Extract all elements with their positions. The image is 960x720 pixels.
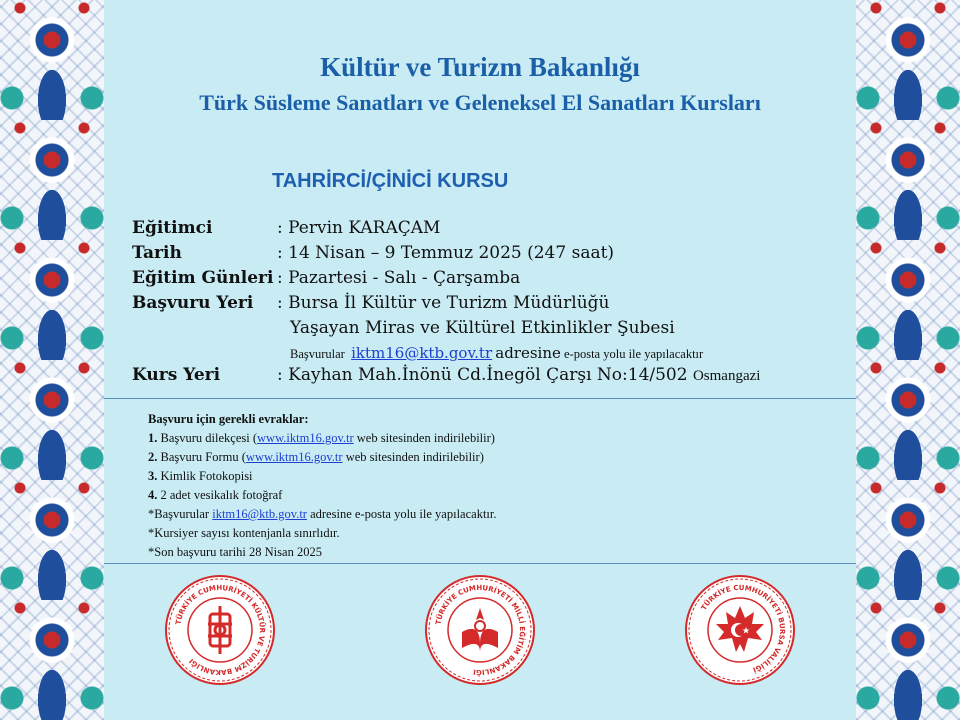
days-row [132, 266, 852, 291]
trainer-row [132, 216, 852, 241]
trainer-label: Eğitimci [132, 218, 213, 238]
content-panel [104, 0, 856, 720]
valilik-seal-logo [684, 574, 796, 686]
form-download-link[interactable]: www.iktm16.gov.tr [245, 450, 343, 464]
ministry-title: Kültür ve Turizm Bakanlığı [320, 52, 640, 82]
meb-seal-text: TÜRKİYE CUMHURİYETİ MİLLİ EĞİTİM BAKANLIĞI [434, 583, 527, 677]
application-note-middle: adresine [495, 344, 561, 362]
application-row-2 [132, 316, 852, 341]
location-value: : Kayhan Mah.İnönü Cd.İnegöl Çarşı No:14/502 [277, 365, 688, 385]
days-value: : Pazartesi - Salı - Çarşamba [277, 268, 521, 288]
requirement-note [148, 505, 828, 524]
date-value: : 14 Nisan – 9 Temmuz 2025 (247 saat) [277, 243, 615, 263]
meb-seal-logo [424, 574, 536, 686]
requirement-note: *Son başvuru tarihi 28 Nisan 2025 [148, 545, 322, 559]
application-note-suffix: e-posta yolu ile yapılacaktır [564, 347, 704, 361]
application-email-link[interactable]: iktm16@ktb.gov.tr [351, 344, 493, 362]
application-value: : Bursa İl Kültür ve Turizm Müdürlüğü [277, 293, 610, 313]
course-title: TAHRİRCİ/ÇİNİCİ KURSU [272, 170, 509, 192]
application-label: Başvuru Yeri [132, 293, 254, 313]
days-label: Eğitim Günleri [132, 268, 274, 288]
requirement-item [148, 429, 828, 448]
ktb-seal-text: TÜRKİYE CUMHURİYETİ KÜLTÜR VE TURİZM BAKANLIĞI [174, 583, 267, 677]
item-number: 4. [148, 488, 158, 502]
application-note-prefix: Başvurular [290, 347, 345, 361]
requirements-email-link[interactable]: iktm16@ktb.gov.tr [212, 507, 307, 521]
location-district: Osmangazi [692, 368, 761, 384]
divider-top [104, 398, 856, 399]
requirements-heading: Başvuru için gerekli evraklar: [148, 412, 309, 426]
divider-bottom [104, 563, 856, 564]
item-number: 1. [148, 431, 158, 445]
course-info [132, 216, 852, 388]
location-row [132, 363, 852, 388]
right-tile-border [852, 0, 960, 720]
trainer-value: : Pervin KARAÇAM [277, 218, 441, 238]
requirement-item [148, 448, 828, 467]
item-text: Başvuru dilekçesi ( [157, 431, 258, 445]
item-text: Başvuru Formu ( [157, 450, 246, 464]
note-text: *Başvurular [148, 507, 213, 521]
item-text: Kimlik Fotokopisi [157, 469, 253, 483]
requirement-note: *Kursiyer sayısı kontenjanla sınırlıdır. [148, 526, 340, 540]
valilik-seal-text: TÜRKİYE CUMHURİYETİ BURSA VALİLİĞİ [699, 583, 787, 674]
item-text: 2 adet vesikalık fotoğraf [157, 488, 283, 502]
application-value-2: Yaşayan Miras ve Kültürel Etkinlikler Şubesi [290, 318, 675, 338]
date-label: Tarih [132, 243, 182, 263]
requirements-list [148, 410, 828, 562]
item-text: web sitesinden indirilebilir) [353, 431, 495, 445]
item-number: 3. [148, 469, 158, 483]
note-text: adresine e-posta yolu ile yapılacaktır. [306, 507, 497, 521]
petition-download-link[interactable]: www.iktm16.gov.tr [257, 431, 354, 445]
program-subtitle: Türk Süsleme Sanatları ve Geleneksel El Sanatları Kursları [199, 90, 761, 115]
requirement-item [148, 467, 828, 486]
requirement-item [148, 486, 828, 505]
application-row [132, 291, 852, 316]
item-number: 2. [148, 450, 158, 464]
item-text: web sitesinden indirilebilir) [342, 450, 484, 464]
date-row [132, 241, 852, 266]
location-label: Kurs Yeri [132, 365, 221, 385]
application-note [132, 341, 852, 363]
left-tile-border [0, 0, 108, 720]
ktb-seal-logo [164, 574, 276, 686]
